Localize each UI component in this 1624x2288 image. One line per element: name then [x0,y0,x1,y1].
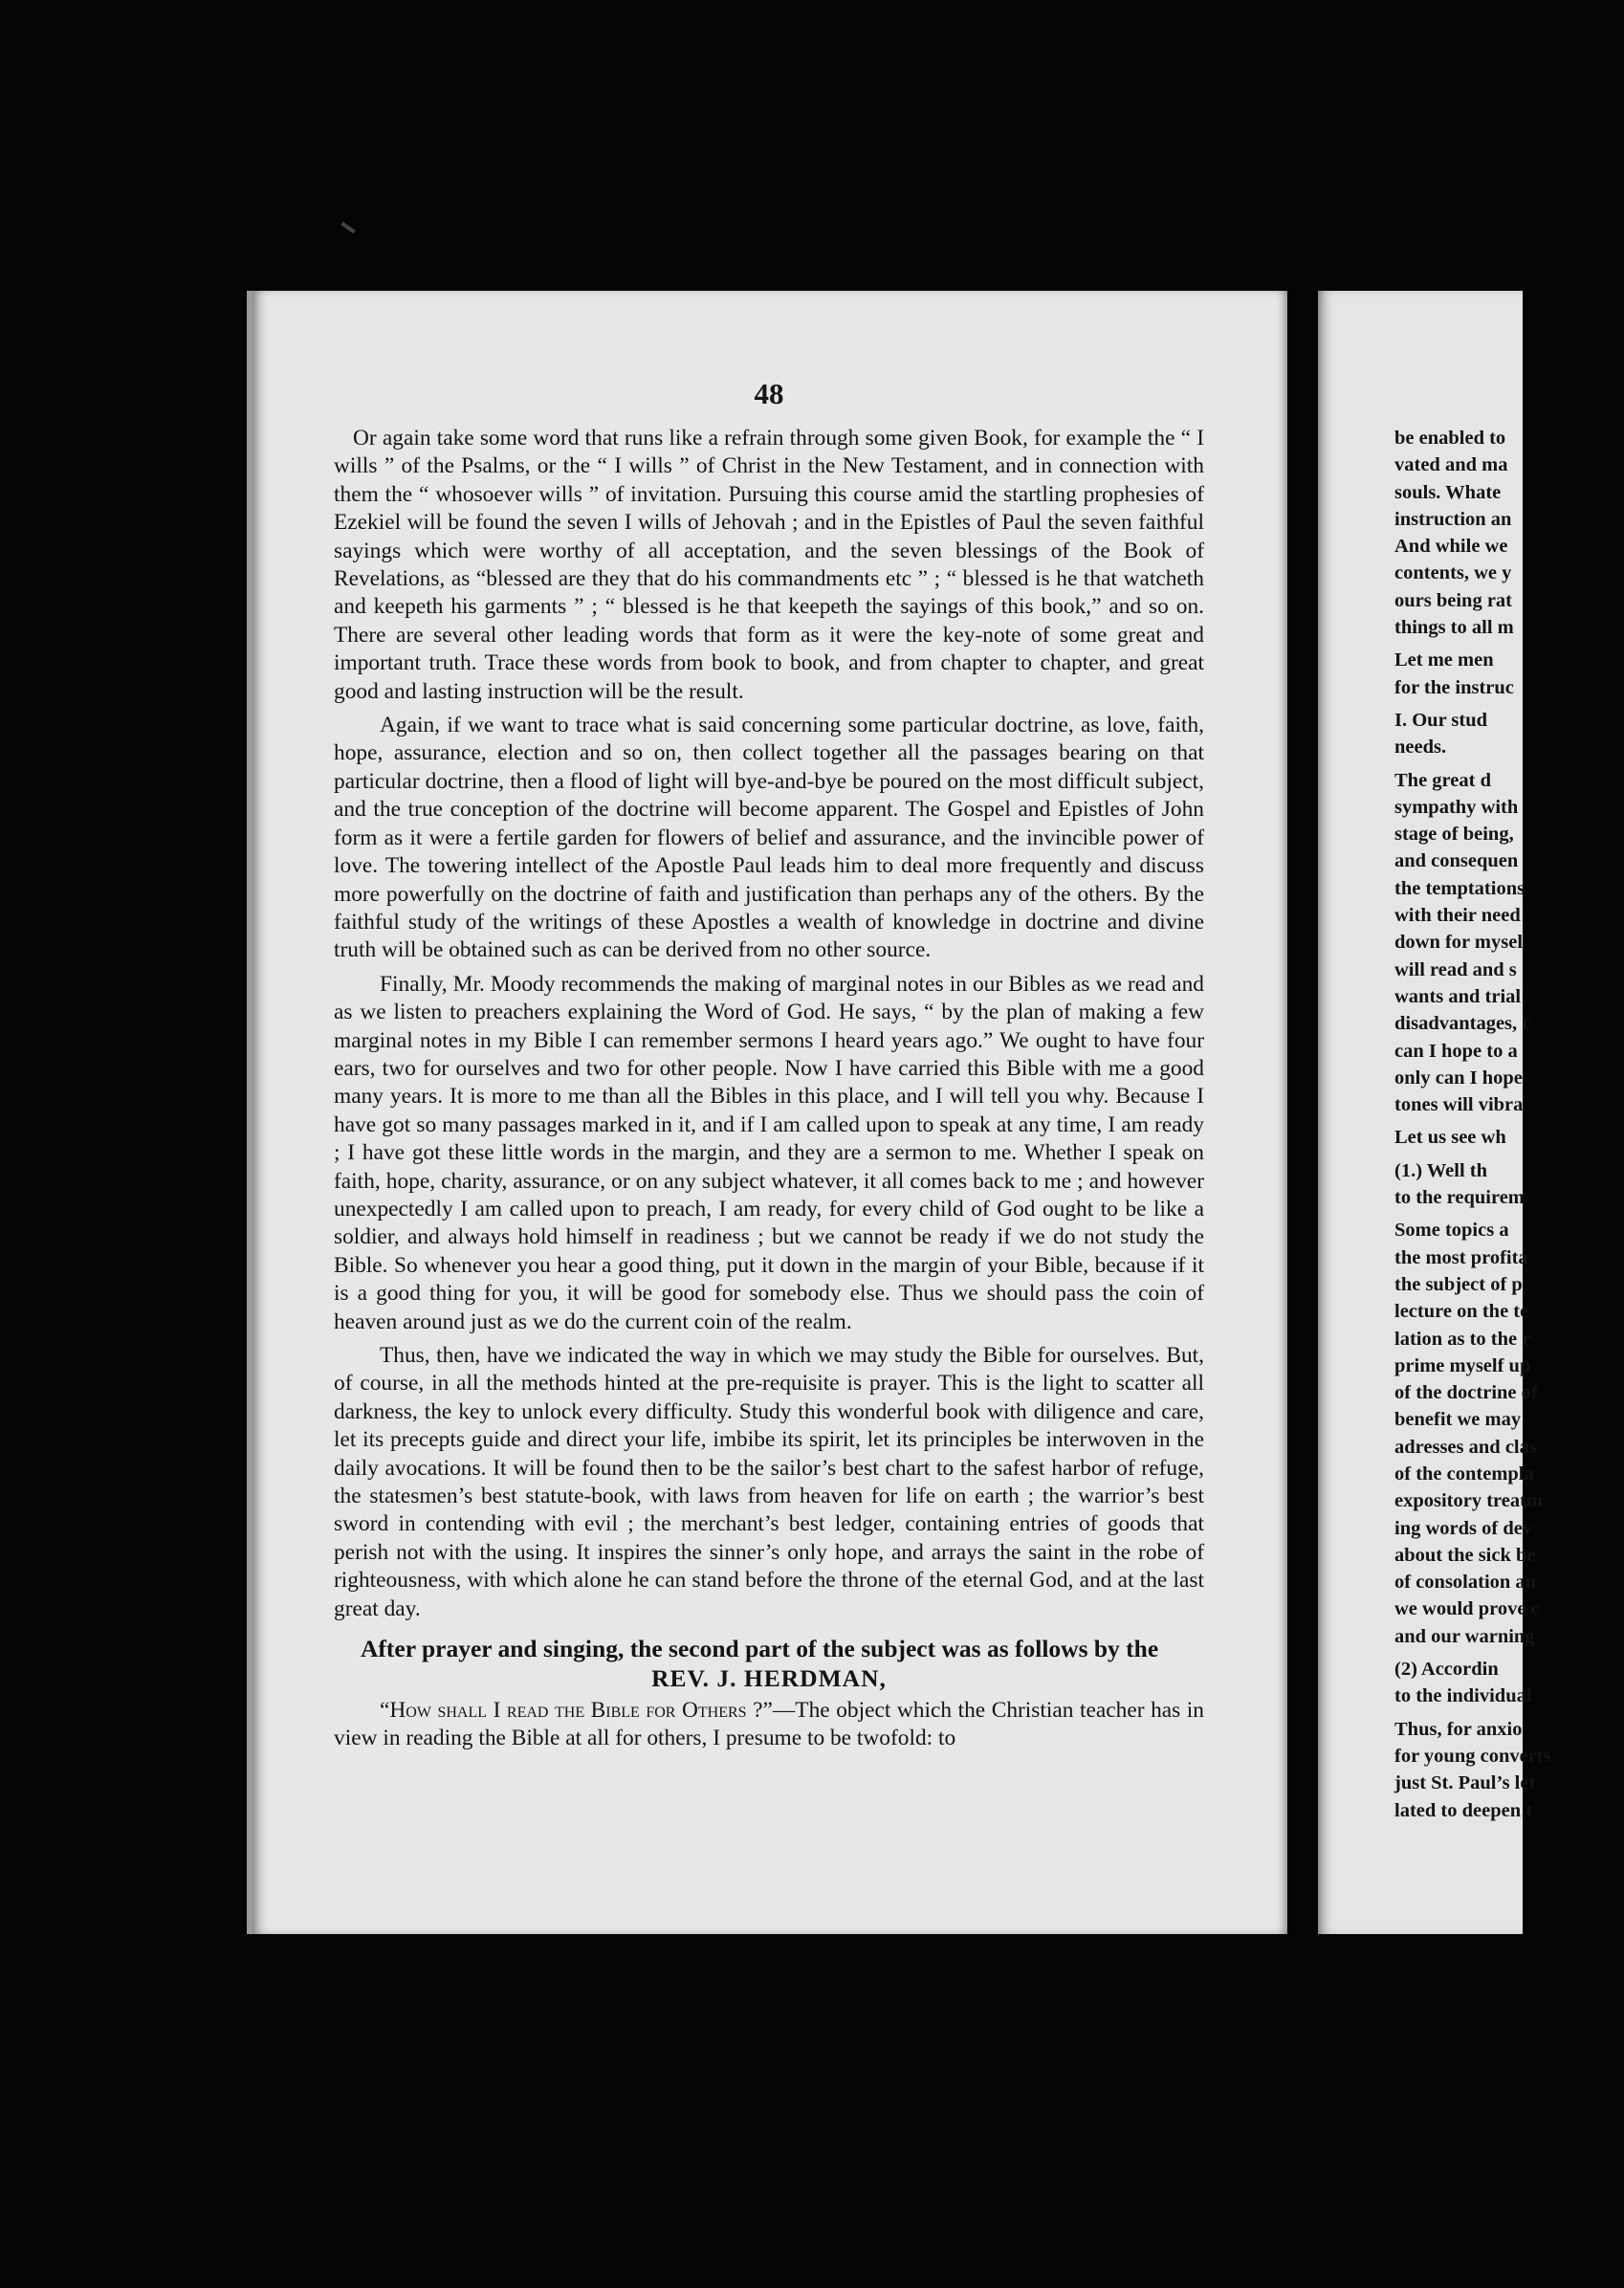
right-page-line: about the sick be [1394,1544,1536,1566]
right-page-line: adresses and clas [1394,1436,1537,1458]
right-page-line: ing words of dev [1394,1517,1533,1539]
right-page-line: for young converts [1394,1745,1551,1767]
right-page-line: instruction an [1394,508,1512,530]
right-page-line: to the requirem [1394,1187,1525,1209]
right-page-line: be enabled to [1394,428,1506,449]
right-page-line: sympathy with [1394,796,1519,818]
right-page-line: and our warning [1394,1625,1535,1647]
right-page-line: ours being rat [1394,589,1512,611]
question-text: —The object which the Christian teacher has in view in reading the Bible at all for others, I presume to be twofold: to [334,1697,1204,1751]
right-page-line: of consolation an [1394,1572,1537,1594]
left-page [247,291,1287,1934]
right-page-line: benefit we may [1394,1409,1522,1431]
right-page-line: down for mysel [1394,932,1524,954]
question-title: “How shall I read the Bible for Others ?” [380,1697,773,1723]
right-page-line: to the individual [1394,1685,1532,1707]
right-page-line: only can I hope [1394,1067,1523,1089]
page-body [334,425,1204,1759]
right-page-line: I. Our stud [1394,709,1488,731]
right-page-line: Let us see wh [1394,1127,1506,1149]
right-page-line: expository treatm [1394,1490,1544,1512]
paragraph-doctrine-study: Again, if we want to trace what is said concerning some particular doctrine, as love, faith, hope, assurance, election and so on, then collect together all the passages bearing on that particular doctrine, then a flood of light will bye-and-bye be poured on the most difficult subject, and the true conception of the doctrine will become apparent. The Gospel and Epistles of John form as it were a fertile garden for flowers of belief and assurance, and the invincible power of love. The towering intellect of the Apostle Paul leads him to deal more frequently and discuss more powerfully on the doctrine of faith and justification than perhaps any of the others. By the faithful study of the writings of these Apostles a wealth of knowledge in doctrine and divine truth will be obtained such as can be derived from no other source. [334,713,1204,963]
right-page-line: lated to deepen t [1394,1799,1533,1821]
right-page-line: Thus, for anxio [1394,1718,1523,1740]
right-page-line: The great d [1394,769,1491,791]
right-page-line: Let me men [1394,649,1494,671]
section-intro: After prayer and singing, the second part of the subject was as follows by the [361,1635,1159,1663]
right-page-line: of the contempla [1394,1463,1534,1485]
right-page-line: And while we [1394,536,1508,558]
right-page-line: just St. Paul’s let [1394,1772,1536,1794]
right-page-line: needs. [1394,737,1447,759]
right-page-line: souls. Whate [1394,481,1502,503]
paragraph-question [334,1697,1204,1753]
right-page-line: contents, we y [1394,562,1512,584]
right-page-line: (1.) Well th [1394,1159,1487,1181]
paragraph-marginal-notes: Finally, Mr. Moody recommends the making of marginal notes in our Bibles as we read and as we listen to preachers explaining the Word of God. He says, “ by the plan of making a few marginal notes in my Bible I can remember sermons I heard years ago.” We ought to have four ears, two for ourselves and two for other people. Now I have carried this Bible with me a good many years. It is more to me than all the Bibles in this place, and I will tell you why. Because I have got so many passages marked in it, and if I am called upon to speak at any time, I am ready ; I have got these little words in the margin, and they are a sermon to me. Whether I speak on faith, hope, charity, assurance, or on any subject whatever, it all comes back to me ; and however unexpectedly I am called upon to preach, I am ready, for every child of God ought to be like a soldier, and always hold himself in readiness ; but we cannot be ready if we do not study the Bible. So whenever you hear a good thing, put it down in the margin of your Bible, because if it is a good thing for you, it will be good for somebody else. Thus we should pass the coin of heaven around just as we do the current coin of the realm. [334,971,1204,1334]
right-page-line: vated and ma [1394,454,1508,476]
right-page-line: (2) Accordin [1394,1659,1499,1681]
right-page-line: can I hope to a [1394,1040,1518,1062]
right-page-line: wants and trial [1394,985,1522,1007]
right-page-fragment [1318,291,1551,1934]
right-page-line: lation as to the r [1394,1328,1531,1350]
right-page-line: the subject of p [1394,1273,1523,1295]
right-page-line: of the doctrine of [1394,1382,1538,1404]
right-page-line: we would prove c [1394,1598,1540,1620]
right-page-line: the temptations [1394,877,1525,899]
right-page-line: will read and s [1394,958,1517,980]
right-page-lines [1394,425,1624,1824]
right-page-line: prime myself up [1394,1354,1531,1376]
ink-smudge [340,222,355,233]
right-page-line: things to all m [1394,617,1514,639]
paragraph-word-study: Or again take some word that runs like a refrain through some given Book, for example the “ I wills ” of the Psalms, or the “ I wills ” of Christ in the New Testament, and in connection with them the “ whosoever wills ” of invitation. Pursuing this course amid the startling prophesies of Ezekiel will be found the seven I wills of Jehovah ; and in the Epistles of Paul the seven faithful sayings which were worthy of all acceptation, and the seven blessings of the Book of Revelations, as “blessed are they that do his commandments etc ” ; “ blessed is he that watcheth and keepeth his garments ” ; “ blessed is he that keepeth the sayings of this book,” and so on. There are several other leading words that form as it were the key-note of some great and important truth. Trace these words from book to book, and from chapter to chapter, and great good and lasting instruction will be the result. [334,426,1204,704]
right-page-line: tones will vibra [1394,1094,1524,1116]
speaker-name: REV. J. HERDMAN, [651,1664,887,1693]
right-page-line: stage of being, [1394,824,1514,846]
right-page-line: disadvantages, c [1394,1013,1531,1035]
right-page-line: with their need [1394,905,1521,927]
right-page-line: for the instruc [1394,676,1514,698]
right-page-line: lecture on the te [1394,1301,1529,1323]
paragraph-conclusion: Thus, then, have we indicated the way in which we may study the Bible for ourselves. But, of course, in all the methods hinted at the pre-requisite is prayer. This is the light to scatter all darkness, the key to unlock every difficulty. Study this wonderful book with diligence and care, let its precepts guide and direct your life, imbibe its spirit, let its principles be interwoven in the daily avocations. It will be found then to be the sailor’s best chart to the safest harbor of refuge, the statesmen’s best statute-book, with laws from heaven for life on earth ; the warrior’s best sword in contending with evil ; the merchant’s best ledger, containing entries of goods that perish not with the using. It inspires the sinner’s only hope, and arrays the saint in the robe of righteousness, with which alone he can stand before the throne of the eternal God, and at the last great day. [334,1343,1204,1621]
page-number: 48 [754,377,784,410]
right-page-line: the most profita [1394,1246,1528,1268]
right-page-line: and consequen [1394,850,1519,872]
right-page-line: Some topics a [1394,1220,1509,1242]
